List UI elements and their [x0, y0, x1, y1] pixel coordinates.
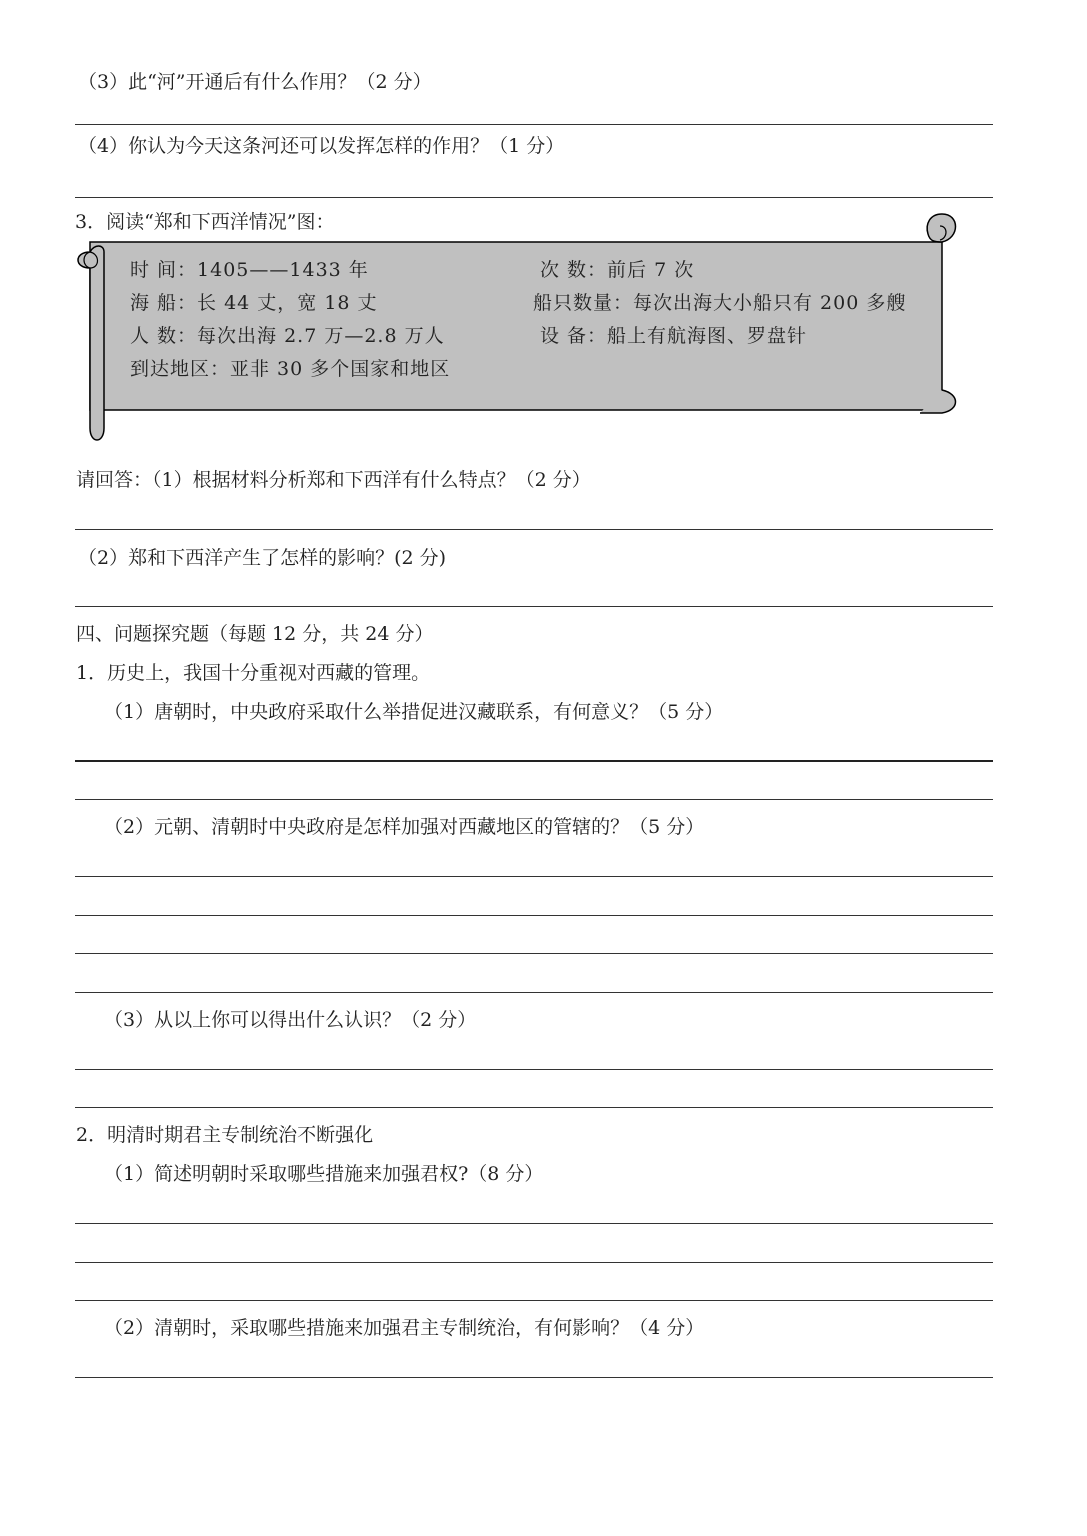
answer-line[interactable]	[75, 953, 993, 954]
read-prompt: 3．阅读“郑和下西洋情况”图：	[75, 211, 335, 233]
answer-line[interactable]	[75, 1300, 993, 1301]
answer-line[interactable]	[75, 876, 993, 877]
problem-1-question-1: （1）唐朝时，中央政府采取什么举措促进汉藏联系，有何意义？（5 分）	[104, 701, 724, 723]
scroll-region: 到达地区：亚非 30 多个国家和地区	[130, 358, 451, 380]
answer-line[interactable]	[75, 760, 993, 762]
scroll-ship-count: 船只数量：每次出海大小船只有 200 多艘	[533, 292, 907, 314]
problem-2-question-2: （2）清朝时，采取哪些措施来加强君主专制统治，有何影响？（4 分）	[104, 1317, 705, 1339]
answer-line[interactable]	[75, 124, 993, 125]
section-4-heading: 四、问题探究题（每题 12 分，共 24 分）	[76, 623, 434, 645]
answer-line[interactable]	[75, 606, 993, 607]
answer-line[interactable]	[75, 1377, 993, 1378]
scroll-people: 人 数：每次出海 2.7 万—2.8 万人	[130, 325, 445, 347]
answer-line[interactable]	[75, 799, 993, 800]
answer-line[interactable]	[75, 915, 993, 916]
answer-line[interactable]	[75, 992, 993, 993]
scroll-ship: 海 船：长 44 丈，宽 18 丈	[130, 292, 378, 314]
answer-line[interactable]	[75, 1107, 993, 1108]
scroll-equipment: 设 备：船上有航海图、罗盘针	[540, 325, 808, 347]
problem-2-question-1: （1）简述明朝时采取哪些措施来加强君权?（8 分）	[104, 1163, 544, 1185]
zheng-he-scroll-figure	[70, 210, 962, 451]
zhenghe-question-2: （2）郑和下西洋产生了怎样的影响？(2 分)	[78, 547, 447, 569]
question-3-text: （3）此“河”开通后有什么作用？（2 分）	[78, 71, 432, 93]
problem-2-title: 2．明清时期君主专制统治不断强化	[76, 1124, 374, 1146]
answer-line[interactable]	[75, 529, 993, 530]
problem-1-question-2: （2）元朝、清朝时中央政府是怎样加强对西藏地区的管辖的？（5 分）	[104, 816, 705, 838]
answer-line[interactable]	[75, 1069, 993, 1070]
answer-line[interactable]	[75, 197, 993, 198]
problem-1-title: 1．历史上，我国十分重视对西藏的管理。	[76, 662, 431, 684]
scroll-times: 次 数：前后 7 次	[540, 259, 695, 281]
answer-line[interactable]	[75, 1262, 993, 1263]
answer-line[interactable]	[75, 1223, 993, 1224]
problem-1-question-3: （3）从以上你可以得出什么认识？（2 分）	[104, 1009, 477, 1031]
zhenghe-question-1: 请回答：（1）根据材料分析郑和下西洋有什么特点？（2 分）	[76, 469, 591, 491]
scroll-time: 时 间：1405——1433 年	[130, 259, 369, 281]
question-4-text: （4）你认为今天这条河还可以发挥怎样的作用？（1 分）	[78, 135, 565, 157]
